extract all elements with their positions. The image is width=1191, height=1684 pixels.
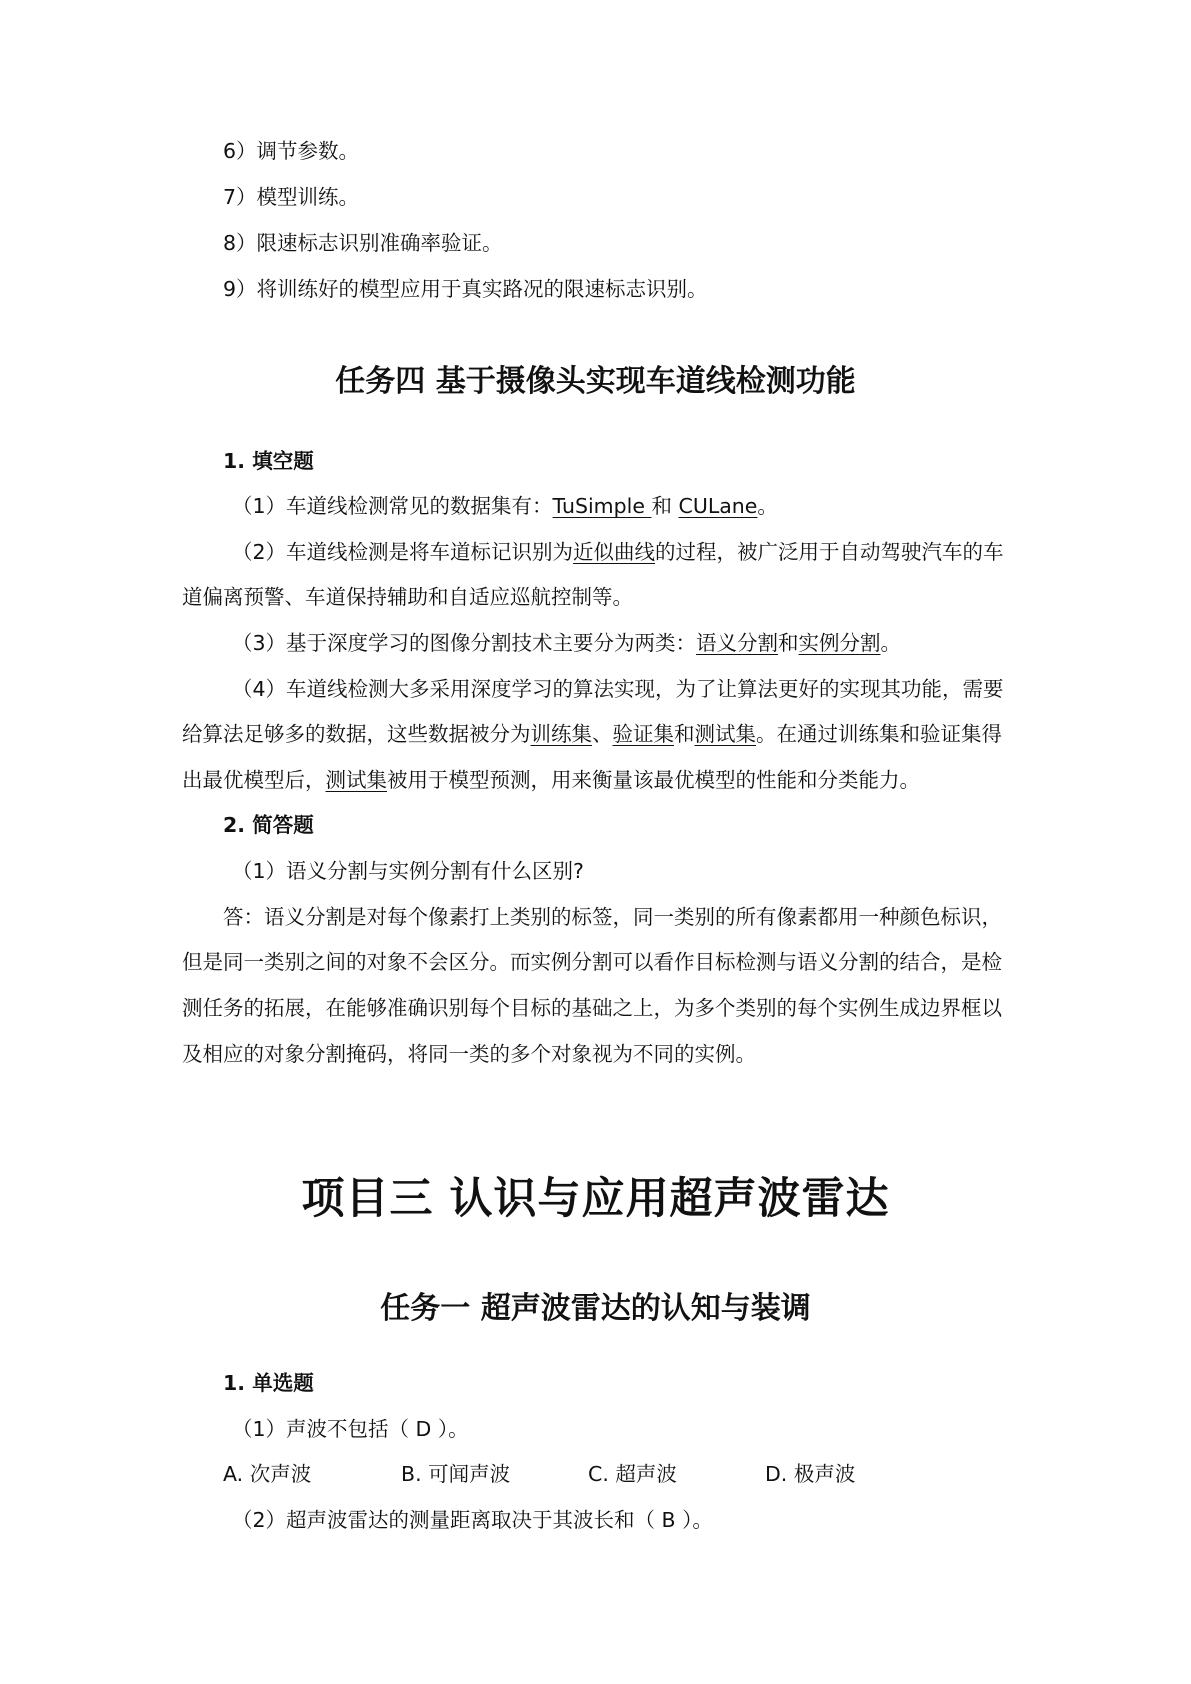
q3-answer-1: 语义分割 [696, 631, 779, 655]
q1-connector: 和 [651, 494, 679, 518]
q2-text-cont: 的过程，被广泛用于自动驾驶汽车的车 [655, 540, 1004, 564]
q4-answer-test-2: 测试集 [325, 768, 387, 792]
task4-section-fill-blank: 1. 填空题 [223, 449, 314, 473]
task4-q4-line1: （4）车道线检测大多采用深度学习的算法实现，为了让算法更好的实现其功能，需要 [232, 677, 1004, 701]
answer-line-2: 但是同一类别之间的对象不会区分。而实例分割可以看作目标检测与语义分割的结合，是检 [182, 950, 1002, 974]
q1-answer-1: TuSimple [552, 494, 652, 518]
q3-answer-2: 实例分割 [798, 631, 881, 655]
q4-text-cont: 被用于模型预测，用来衡量该最优模型的性能和分类能力。 [387, 768, 920, 792]
q3-connector: 和 [778, 631, 799, 655]
q2-text: （2）车道线检测是将车道标记识别为 [232, 540, 574, 564]
step-9: 9）将训练好的模型应用于真实路况的限速标志识别。 [223, 277, 708, 301]
task4-q2-line1 [232, 538, 1004, 566]
task4-short-q1: （1）语义分割与实例分割有什么区别? [232, 859, 584, 883]
q4-sep: 和 [674, 722, 695, 746]
task4-q4-line2 [182, 720, 1002, 748]
q3-end: 。 [880, 631, 902, 655]
answer-line-4: 及相应的对象分割掩码，将同一类的多个对象视为不同的实例。 [182, 1042, 756, 1066]
q1-end: 。 [757, 494, 778, 518]
step-6: 6）调节参数。 [223, 139, 360, 163]
task4-heading: 任务四 基于摄像头实现车道线检测功能 [335, 364, 856, 399]
q4-sep: 、 [592, 722, 613, 746]
q4-text-cont: 。在通过训练集和验证集得 [756, 722, 1002, 746]
option-d: D. 极声波 [765, 1462, 856, 1486]
q4-text: 出最优模型后， [182, 768, 326, 792]
option-c: C. 超声波 [588, 1462, 677, 1486]
task4-q1 [232, 492, 778, 520]
q3-text: （3）基于深度学习的图像分割技术主要分为两类： [232, 631, 697, 655]
q1-answer-2: CULane [678, 494, 758, 518]
option-a: A. 次声波 [223, 1462, 312, 1486]
q1-text: （1）车道线检测常见的数据集有： [232, 494, 553, 518]
task4-q3 [232, 629, 901, 657]
task4-q4-line3 [182, 766, 920, 794]
answer-line-1: 答：语义分割是对每个像素打上类别的标签，同一类别的所有像素都用一种颜色标识， [223, 905, 1002, 929]
q2-answer: 近似曲线 [573, 540, 656, 564]
project3-q1: （1）声波不包括（ D ）。 [232, 1417, 469, 1441]
project3-section-single-choice: 1. 单选题 [223, 1371, 314, 1395]
task4-q2-line2: 道偏离预警、车道保持辅助和自适应巡航控制等。 [182, 585, 633, 609]
project3-task1-heading: 任务一 超声波雷达的认知与装调 [380, 1291, 811, 1326]
q4-answer-test: 测试集 [694, 722, 756, 746]
step-8: 8）限速标志识别准确率验证。 [223, 231, 503, 255]
option-b: B. 可闻声波 [401, 1462, 511, 1486]
q4-answer-val: 验证集 [612, 722, 674, 746]
project3-heading: 项目三 认识与应用超声波雷达 [301, 1174, 890, 1224]
q4-text: 给算法足够多的数据，这些数据被分为 [182, 722, 531, 746]
project3-q2: （2）超声波雷达的测量距离取决于其波长和（ B ）。 [232, 1508, 713, 1532]
answer-line-3: 测任务的拓展，在能够准确识别每个目标的基础之上，为多个类别的每个实例生成边界框以 [182, 996, 1002, 1020]
q4-answer-train: 训练集 [530, 722, 592, 746]
task4-section-short-answer: 2. 简答题 [223, 813, 314, 837]
step-7: 7）模型训练。 [223, 185, 360, 209]
